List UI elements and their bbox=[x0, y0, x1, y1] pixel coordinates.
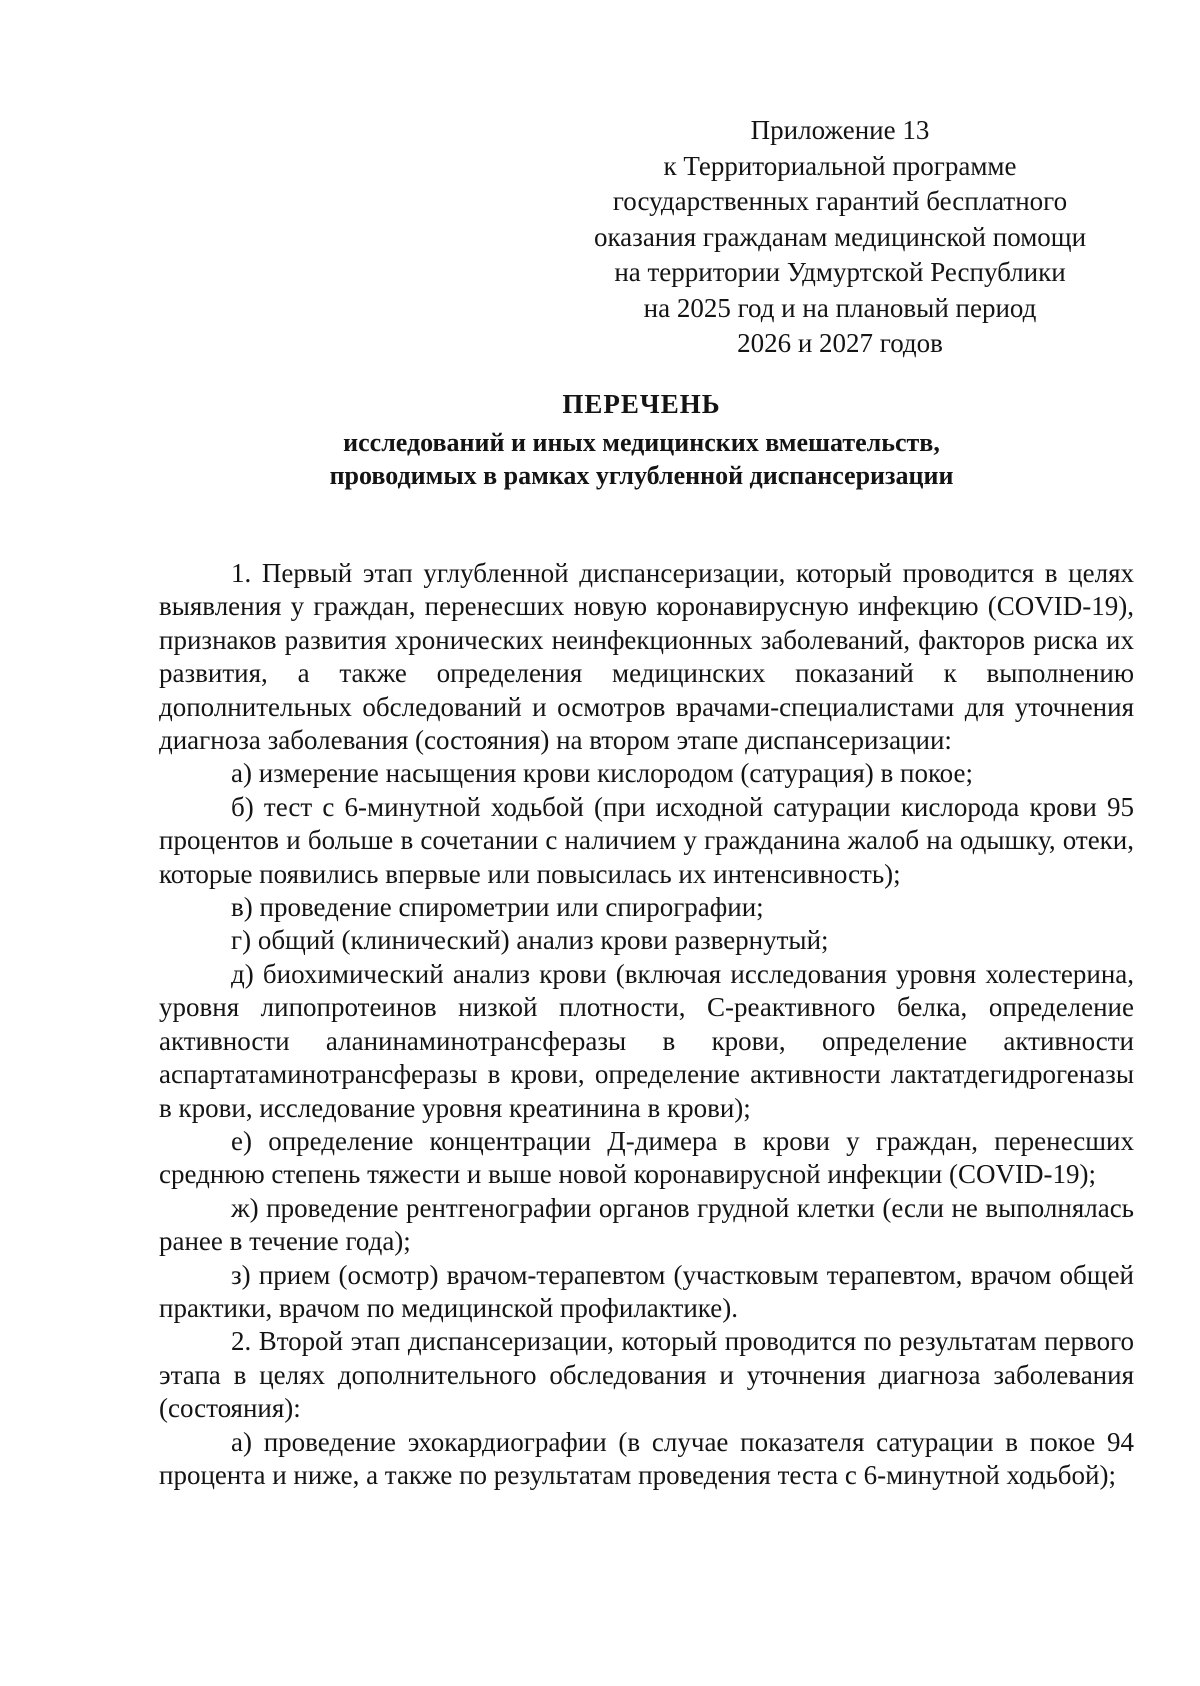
appendix-line: 2026 и 2027 годов bbox=[737, 328, 943, 358]
paragraph: е) определение концентрации Д-димера в крови у граждан, перенесших среднюю степень тяжести и выше новой коронавирусной инфекции (COVID-19); bbox=[159, 1125, 1134, 1190]
appendix-line: оказания гражданам медицинской помощи bbox=[593, 221, 1087, 252]
appendix-line: государственных гарантий бесплатного bbox=[612, 186, 1068, 216]
paragraph: 1. Первый этап углубленной диспансеризации, который проводится в целях выявления у граждан, перенесших новую коронавирусную инфекцию (COVID-19), признаков развития хронических неинфекционных заболеваний, факторов риска их развития, а также определения медицинских показаний к выполнению дополнительных обследований и осмотров врачами-специалистами для уточнения диагноза заболевания (состояния) на втором этапе диспансеризации: bbox=[159, 558, 1134, 756]
paragraph: д) биохимический анализ крови (включая исследования уровня холестерина, уровня липопротеинов низкой плотности, С-реактивного белка, определение активности аланинаминотрансферазы в крови, определение активности аспартатаминотрансферазы в крови, определение активности лактатдегидрогеназы в крови, исследование уровня креатинина в крови); bbox=[159, 958, 1134, 1123]
paragraph: а) проведение эхокардиографии (в случае показателя сатурации в покое 94 процента и ниже, а также по результатам проведения теста с 6-минутной ходьбой); bbox=[159, 1426, 1134, 1490]
paragraph: а) измерение насыщения крови кислородом (сатурация) в покое; bbox=[231, 758, 973, 789]
title-line: проводимых в рамках углубленной диспансеризации bbox=[329, 461, 954, 490]
appendix-line: на 2025 год и на плановый период bbox=[643, 292, 1037, 323]
paragraph: г) общий (клинический) анализ крови развернутый; bbox=[231, 925, 829, 956]
paragraph: ж) проведение рентгенографии органов грудной клетки (если не выполнялась ранее в течение года); bbox=[159, 1192, 1134, 1257]
document-body bbox=[159, 557, 1134, 1492]
document-title bbox=[0, 388, 1200, 493]
paragraph: в) проведение спирометрии или спирографии; bbox=[231, 892, 764, 923]
appendix-line: Приложение 13 bbox=[750, 115, 930, 145]
title-heading: ПЕРЕЧЕНЬ bbox=[562, 389, 721, 419]
appendix-line: на территории Удмуртской Республики bbox=[614, 257, 1066, 287]
title-line: исследований и иных медицинских вмешательств, bbox=[343, 427, 940, 457]
appendix-line: к Территориальной программе bbox=[663, 150, 1017, 181]
appendix-header bbox=[560, 113, 1120, 362]
paragraph: з) прием (осмотр) врачом-терапевтом (участковым терапевтом, врачом общей практики, врачом по медицинской профилактике). bbox=[159, 1259, 1134, 1323]
paragraph: б) тест с 6-минутной ходьбой (при исходной сатурации кислорода крови 95 процентов и больше в сочетании с наличием у гражданина жалоб на одышку, отеки, которые появились впервые или повысилась их интенсивность); bbox=[159, 791, 1134, 889]
paragraph: 2. Второй этап диспансеризации, который проводится по результатам первого этапа в целях дополнительного обследования и уточнения диагноза заболевания (состояния): bbox=[159, 1326, 1134, 1424]
